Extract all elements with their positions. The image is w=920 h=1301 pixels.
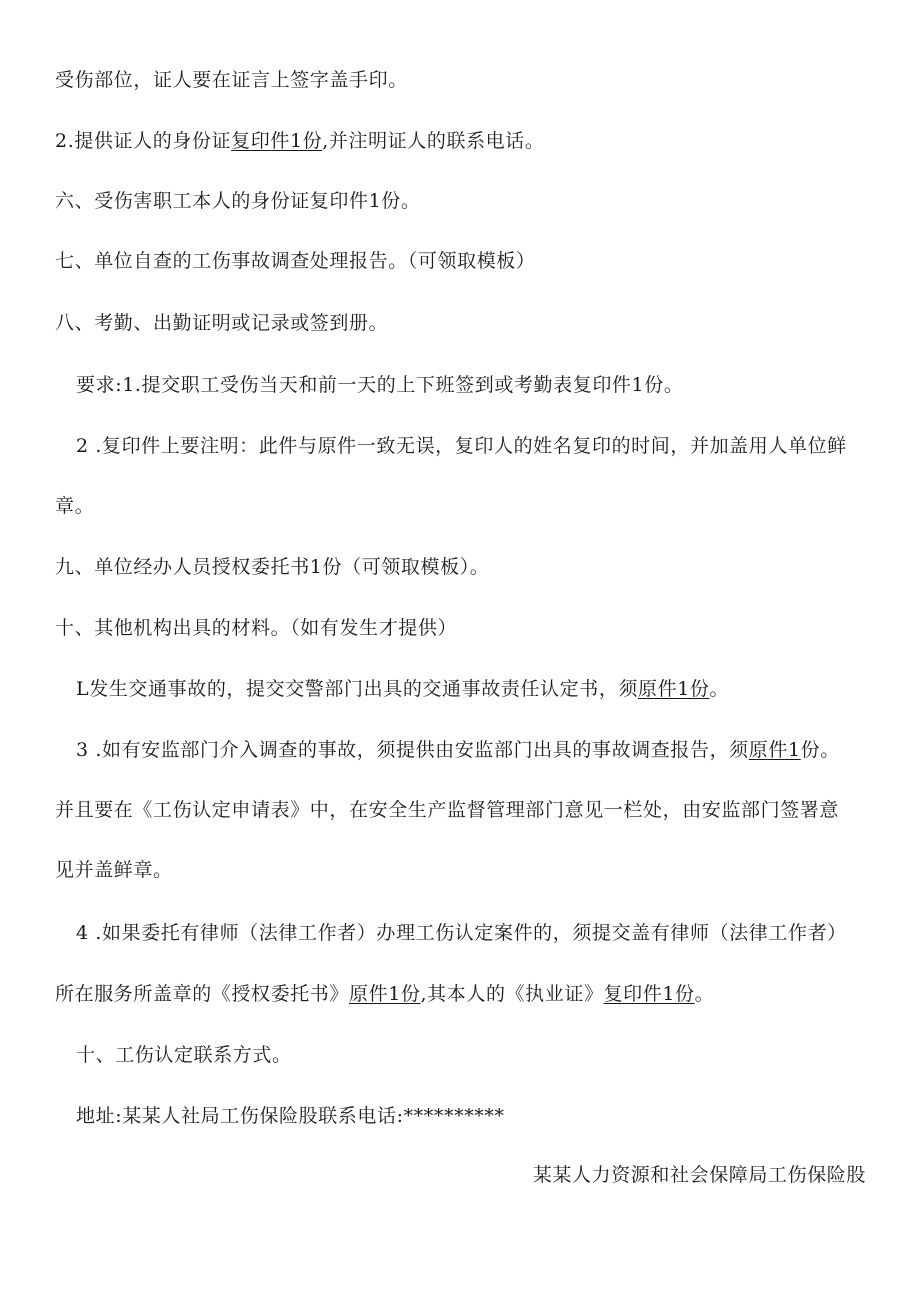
text-line-item-3-cont-2 bbox=[55, 857, 870, 883]
underlined-text: 原件1份 bbox=[638, 678, 710, 700]
text-segment: 所在服务所盖章的《授权委托书》 bbox=[55, 983, 350, 1005]
text-line-requirement-1 bbox=[76, 372, 870, 398]
text-segment: 2 .复印件上要注明：此件与原件一致无误，复印人的姓名复印的时间，并加盖用人单位鲜 bbox=[76, 435, 847, 457]
text-line-item-3 bbox=[76, 737, 870, 763]
contact-address-line bbox=[76, 1103, 870, 1129]
text-segment: 七、单位自查的工伤事故调查处理报告。（可领取模板） bbox=[55, 250, 536, 272]
text-segment: 份。 bbox=[800, 739, 840, 761]
text-line-item-3-cont bbox=[55, 797, 870, 823]
text-segment: 4 .如果委托有律师（法律工作者）办理工伤认定案件的，须提交盖有律师（法律工作者） bbox=[76, 922, 847, 944]
underlined-text: 复印件1份 bbox=[603, 983, 695, 1005]
text-line-2 bbox=[55, 128, 870, 154]
text-line-item-4-cont bbox=[55, 981, 870, 1007]
text-segment: 。 bbox=[709, 678, 730, 700]
section-heading-9 bbox=[55, 554, 870, 580]
section-heading-8 bbox=[55, 310, 870, 336]
text-line-1 bbox=[55, 67, 870, 93]
text-segment: 2.提供证人的身份证 bbox=[55, 130, 232, 152]
text-segment: L发生交通事故的，提交交警部门出具的交通事故责任认定书，须 bbox=[76, 678, 639, 700]
underlined-text: 复印件1份 bbox=[231, 130, 323, 152]
text-line-item-1 bbox=[76, 676, 870, 702]
section-heading-7 bbox=[55, 248, 870, 274]
text-segment: 章。 bbox=[55, 495, 95, 517]
section-heading-contact bbox=[76, 1042, 870, 1068]
underlined-text: 原件1 bbox=[748, 739, 801, 761]
text-segment: 六、受伤害职工本人的身份证复印件1份。 bbox=[55, 190, 421, 212]
text-segment: 见并盖鲜章。 bbox=[55, 859, 173, 881]
text-segment: 地址:某某人社局工伤保险股联系电话:********** bbox=[76, 1105, 505, 1127]
signature-organization bbox=[533, 1162, 866, 1188]
text-segment: ,并注明证人的联系电话。 bbox=[322, 130, 545, 152]
underlined-text: 原件1份 bbox=[349, 983, 421, 1005]
section-heading-10 bbox=[55, 615, 870, 641]
text-segment: 八、考勤、出勤证明或记录或签到册。 bbox=[55, 312, 389, 334]
section-heading-6 bbox=[55, 188, 870, 214]
text-segment: 十、其他机构出具的材料。（如有发生才提供） bbox=[55, 617, 458, 639]
text-line-requirement-2 bbox=[76, 433, 870, 459]
text-segment: 九、单位经办人员授权委托书1份（可领取模板）。 bbox=[55, 556, 490, 578]
text-segment: 。 bbox=[694, 983, 715, 1005]
text-segment: 要求:1.提交职工受伤当天和前一天的上下班签到或考勤表复印件1份。 bbox=[76, 374, 684, 396]
text-segment: 3 .如有安监部门介入调查的事故，须提供由安监部门出具的事故调查报告，须 bbox=[76, 739, 749, 761]
text-segment: ,其本人的《执业证》 bbox=[420, 983, 604, 1005]
text-segment: 受伤部位，证人要在证言上签字盖手印。 bbox=[55, 69, 408, 91]
text-line-requirement-2-cont bbox=[55, 493, 870, 519]
text-segment: 十、工伤认定联系方式。 bbox=[76, 1044, 292, 1066]
text-line-item-4 bbox=[76, 920, 870, 946]
text-segment: 并且要在《工伤认定申请表》中，在安全生产监督管理部门意见一栏处，由安监部门签署意 bbox=[55, 799, 840, 821]
text-segment: 某某人力资源和社会保障局工伤保险股 bbox=[532, 1164, 866, 1186]
